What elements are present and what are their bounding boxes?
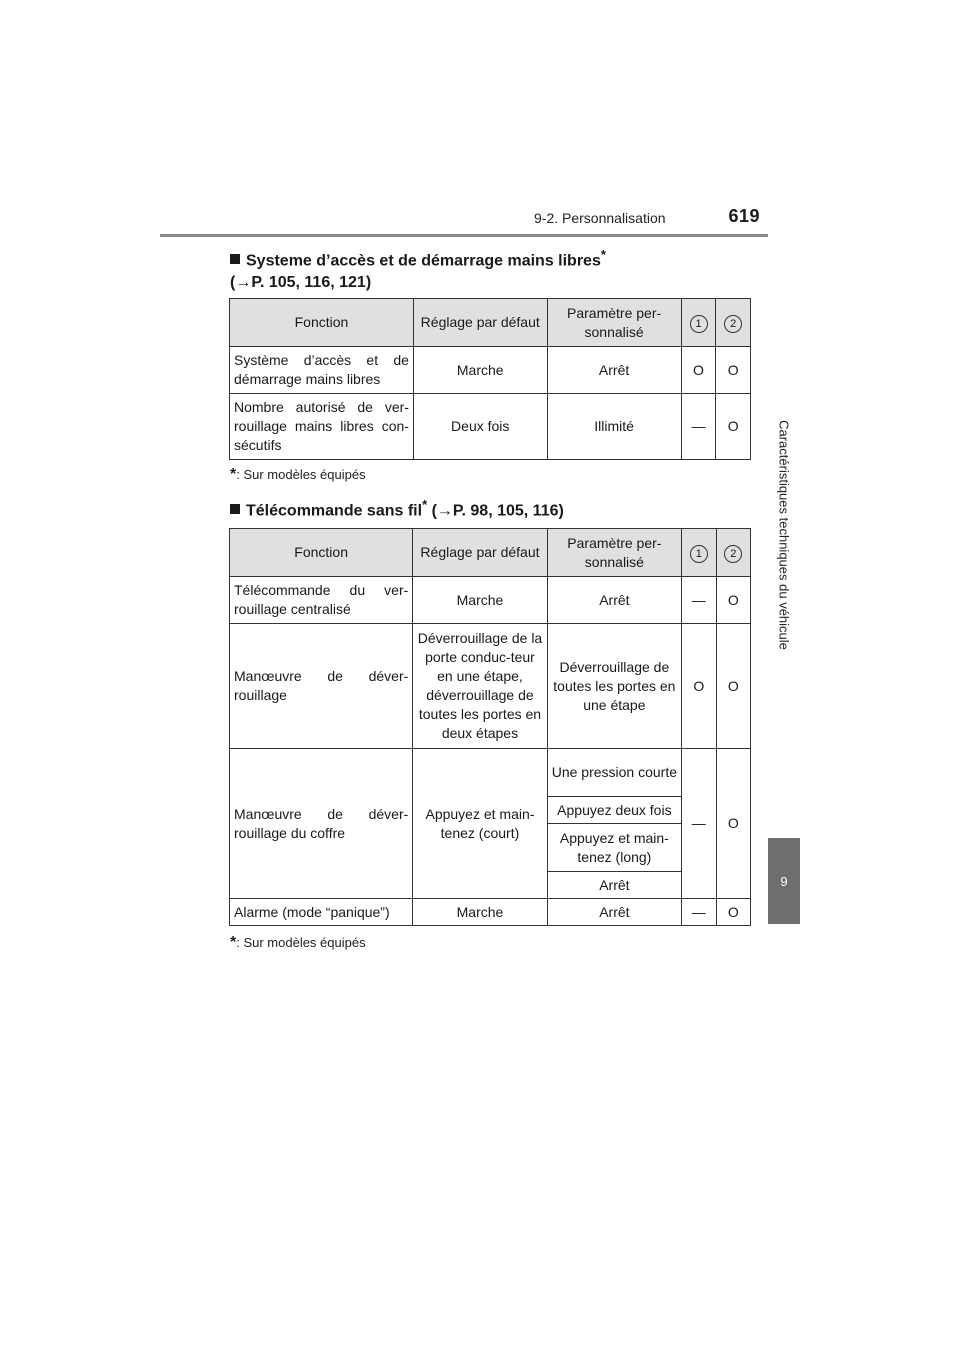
col-header: [682, 529, 716, 577]
side-tab-label: Caractéristiques techniques du véhicule: [776, 420, 792, 650]
cell-defaut: Marche: [413, 899, 547, 926]
cell-perso: Appuyez deux fois: [547, 797, 681, 824]
chapter-tab: 9: [768, 838, 800, 924]
section2-table: [229, 528, 751, 926]
cell-c2: O: [716, 347, 751, 394]
cell-c1: —: [681, 394, 716, 460]
page-number: 619: [728, 206, 760, 226]
col-header: [716, 299, 751, 347]
cell-c2: O: [716, 624, 750, 749]
col-header: Paramètre per-sonnalisé: [547, 529, 681, 577]
square-bullet-icon: [230, 254, 240, 264]
col-header: Fonction: [230, 529, 413, 577]
cell-perso: Appuyez et main-tenez (long): [547, 824, 681, 872]
table-row: [230, 577, 751, 624]
square-bullet-icon: [230, 504, 240, 514]
cell-c1: —: [682, 577, 716, 624]
col-header: Réglage par défaut: [413, 529, 547, 577]
cell-defaut: Déverrouillage de la porte conduc-teur en une étape, déverrouillage de toutes les portes en deux étapes: [413, 624, 547, 749]
section2-footnote: *: Sur modèles équipés: [230, 934, 366, 951]
section2-ref: (→P. 98, 105, 116): [431, 502, 564, 520]
cell-fonction: Manœuvre de déver-rouillage: [230, 624, 413, 749]
cell-defaut: Appuyez et main-tenez (court): [413, 749, 547, 899]
table-header-row: [230, 299, 751, 347]
circled-number-icon: 2: [724, 545, 742, 563]
section-title: 9-2. Personnalisation: [534, 210, 666, 226]
cell-perso: Arrêt: [547, 899, 681, 926]
col-header: Réglage par défaut: [413, 299, 547, 347]
cell-defaut: Marche: [413, 347, 547, 394]
table-row: [230, 394, 751, 460]
cell-c2: O: [716, 899, 750, 926]
cell-c2: O: [716, 749, 750, 899]
cell-fonction: Nombre autorisé de ver-rouillage mains libres con-sécutifs: [230, 394, 414, 460]
cell-fonction: Système d’accès et de démarrage mains libres: [230, 347, 414, 394]
section1-footnote: *: Sur modèles équipés: [230, 466, 366, 483]
section2-heading: Télécommande sans fil* (→P. 98, 105, 116): [230, 494, 564, 522]
col-header: [681, 299, 716, 347]
col-header: Paramètre per-sonnalisé: [547, 299, 681, 347]
cell-perso: Arrêt: [547, 347, 681, 394]
cell-perso: Déverrouillage de toutes les portes en une étape: [547, 624, 681, 749]
cell-c2: O: [716, 577, 750, 624]
table-header-row: [230, 529, 751, 577]
cell-defaut: Deux fois: [413, 394, 547, 460]
cell-c2: O: [716, 394, 751, 460]
cell-perso: Illimité: [547, 394, 681, 460]
cell-c1: O: [681, 347, 716, 394]
cell-defaut: Marche: [413, 577, 547, 624]
col-header: Fonction: [230, 299, 414, 347]
circled-number-icon: 2: [724, 315, 742, 333]
cell-perso: Arrêt: [547, 577, 681, 624]
table-row: [230, 624, 751, 749]
cell-c1: —: [682, 899, 716, 926]
cell-c1: —: [682, 749, 716, 899]
cell-c1: O: [682, 624, 716, 749]
table-row: [230, 899, 751, 926]
cell-perso: Une pression courte: [547, 749, 681, 797]
table-row: [230, 347, 751, 394]
section1-ref: (→P. 105, 116, 121): [230, 274, 372, 292]
cell-fonction: Télécommande du ver-rouillage centralisé: [230, 577, 413, 624]
cell-fonction: Manœuvre de déver-rouillage du coffre: [230, 749, 413, 899]
side-tab: [768, 232, 800, 838]
circled-number-icon: 1: [690, 315, 708, 333]
section1-table: [229, 298, 751, 460]
col-header: [716, 529, 750, 577]
cell-perso: Arrêt: [547, 872, 681, 899]
page-header: [160, 200, 800, 237]
cell-fonction: Alarme (mode “panique”): [230, 899, 413, 926]
table-row: [230, 749, 751, 797]
circled-number-icon: 1: [690, 545, 708, 563]
section1-heading: Systeme d’accès et de démarrage mains libres* (→P. 105, 116, 121): [230, 247, 606, 292]
